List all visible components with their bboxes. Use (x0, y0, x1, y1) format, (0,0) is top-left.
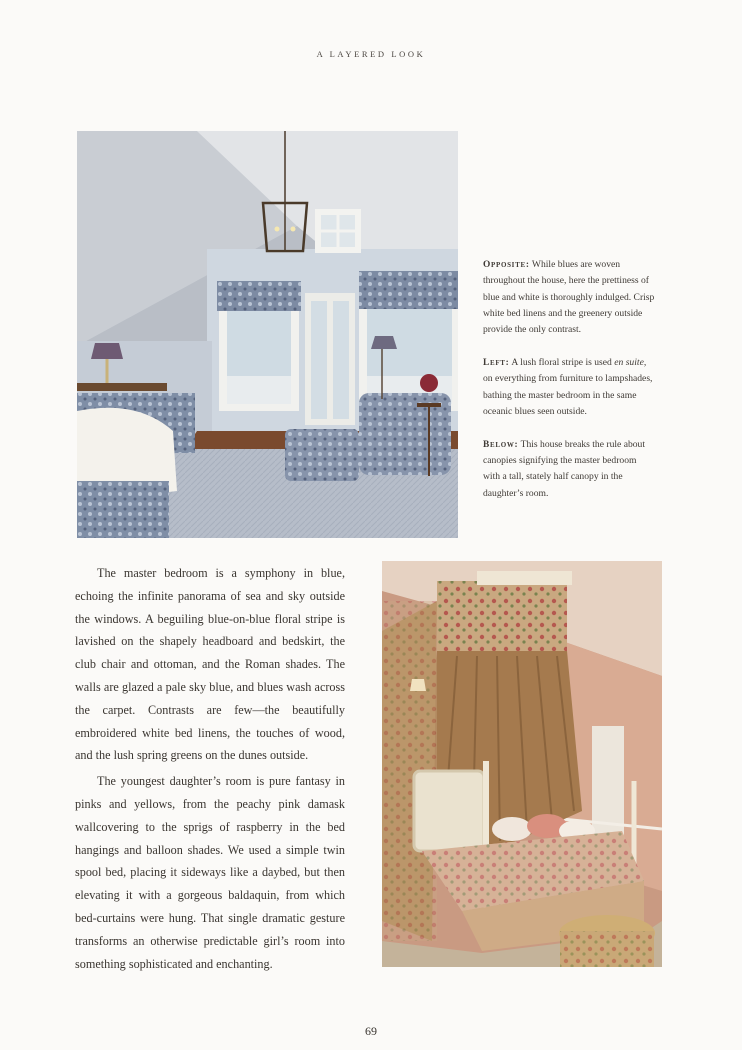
photo-captions (483, 257, 655, 518)
caption-below (483, 437, 655, 502)
master-bedroom-photo (77, 131, 458, 538)
caption-text: This house breaks the rule about canopies signifying the master bedroom with a tall, stately half canopy in the daughter’s room. (483, 438, 646, 499)
caption-opposite (483, 257, 655, 338)
caption-label: Below: (483, 439, 519, 450)
caption-text: A lush floral stripe is used (511, 356, 612, 368)
caption-text: While blues are woven throughout the house, here the prettiness of blue and white is thoroughly indulged. Crisp white bed linens and the greenery outside provide the only contrast. (483, 259, 655, 336)
body-paragraph: The youngest daughter’s room is pure fantasy in pinks and yellows, from the peachy pink damask wallcovering to the sprigs of raspberry in the bed hangings and balloon shades. We used a simple twin spool bed, placing it sideways like a daybed, but then elevating it with a gorgeous baldaquin, from which bed-curtains were hung. That single dramatic gesture transforms an otherwise predictable girl’s room into something sophisticated and enchanting. (75, 774, 345, 971)
daughter-bedroom-photo (382, 561, 662, 967)
caption-label: Opposite: (483, 260, 530, 270)
body-text (75, 562, 345, 978)
body-paragraph: The master bedroom is a symphony in blue, echoing the infinite panorama of sea and sky outside the windows. A beguiling blue-on-blue floral stripe is lavished on the shapely headboard and bedskirt, the club chair and ottoman, and the Roman shades. The walls are glazed a pale sky blue, and blues wash across the carpet. Contrasts are few—the beautifully embroidered white bed linens, the touches of wood, and the lush spring greens on the dunes outside. (75, 566, 345, 763)
caption-left (483, 355, 655, 420)
page-number: 69 (365, 1024, 377, 1038)
caption-label: Left: (483, 357, 510, 368)
running-head: A LAYERED LOOK (316, 49, 426, 59)
caption-italic: en suite, (614, 356, 647, 368)
caption-text: on everything from furniture to lampshades, bathing the master bedroom in the same oceanic blues seen outside. (483, 373, 653, 417)
